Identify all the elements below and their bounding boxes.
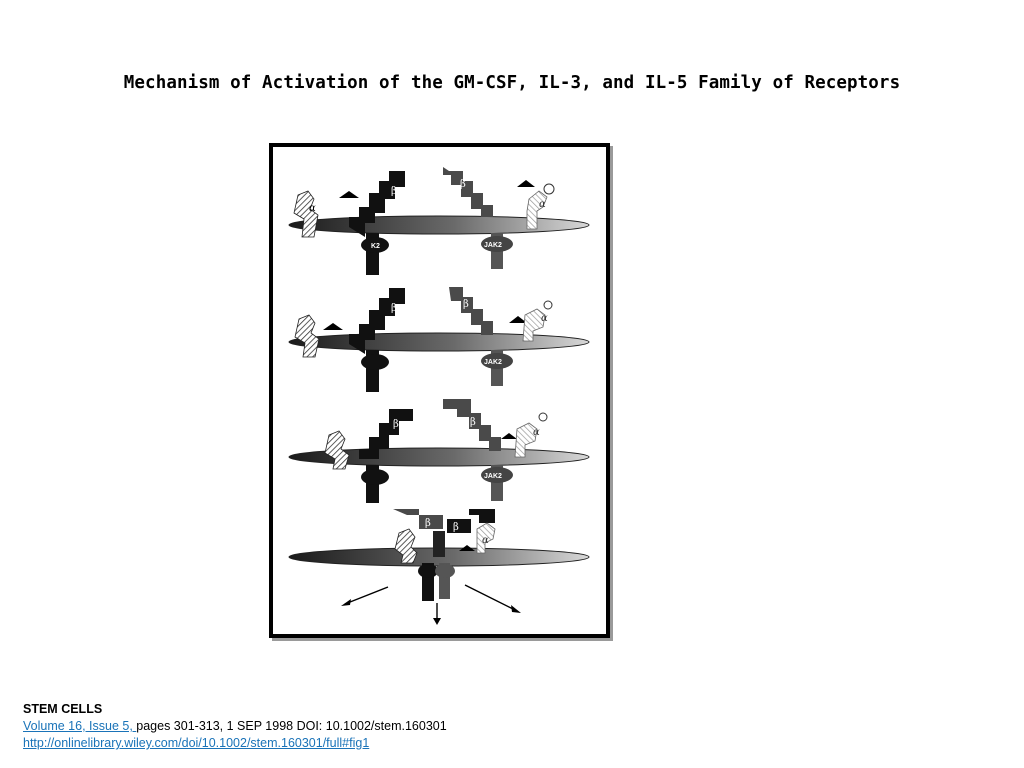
alpha-label: α	[541, 313, 548, 324]
jak-label: JAK2	[484, 242, 502, 249]
beta-label: β	[453, 522, 459, 533]
signal-arrow	[465, 585, 517, 611]
ligand-triangle	[339, 191, 359, 198]
beta-label: β	[425, 518, 431, 529]
citation-details-line	[23, 718, 447, 735]
volume-link[interactable]: Volume 16, Issue 5,	[23, 719, 137, 733]
panel-1	[289, 167, 589, 275]
panel-2	[289, 287, 589, 392]
beta-label: β	[470, 417, 476, 428]
journal-name: STEM CELLS	[23, 702, 103, 716]
beta-label: β	[391, 186, 397, 197]
membrane	[289, 333, 589, 351]
citation-details: pages 301-313, 1 SEP 1998 DOI: 10.1002/stem.160301	[136, 719, 447, 733]
article-url-link[interactable]: http://onlinelibrary.wiley.com/doi/10.1002/stem.160301/full#fig1	[23, 736, 370, 750]
panel-3	[289, 399, 589, 503]
jak-label: JAK2	[484, 473, 502, 480]
alpha-label: α	[539, 199, 546, 210]
slide-title: Mechanism of Activation of the GM-CSF, IL-3, and IL-5 Family of Receptors	[123, 73, 901, 93]
beta-label: β	[393, 419, 399, 430]
membrane	[289, 216, 589, 234]
receptor-activation-figure	[269, 143, 610, 638]
beta-label: β	[460, 179, 466, 190]
citation-block	[23, 701, 447, 752]
jak-label: K2	[371, 243, 380, 250]
jak-label: JAK2	[484, 359, 502, 366]
panel-4	[289, 509, 589, 625]
alpha-label: α	[482, 535, 489, 546]
beta-label: β	[391, 303, 397, 314]
signal-arrow	[345, 587, 388, 604]
beta-label: β	[463, 299, 469, 310]
alpha-label: α	[533, 427, 540, 438]
alpha-label: α	[309, 203, 316, 214]
